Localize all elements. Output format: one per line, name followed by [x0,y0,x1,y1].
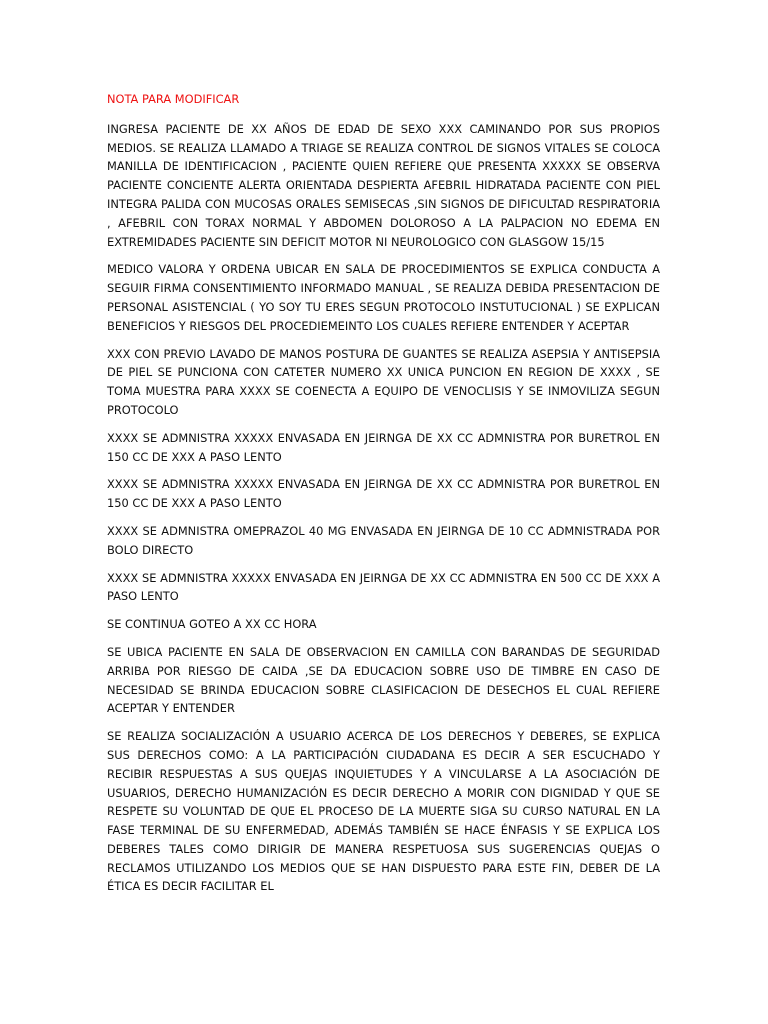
paragraph-omeprazol: XXXX SE ADMNISTRA OMEPRAZOL 40 MG ENVASADA EN JEIRNGA DE 10 CC ADMNISTRADA POR BOLO DIRECTO [107,523,660,557]
paragraph-administracion-2: XXXX SE ADMNISTRA XXXXX ENVASADA EN JEIRNGA DE XX CC ADMNISTRA POR BURETROL EN 150 CC DE XXX A PASO LENTO [107,477,660,511]
paragraph-ingreso: INGRESA PACIENTE DE XX AÑOS DE EDAD DE SEXO XXX CAMINANDO POR SUS PROPIOS MEDIOS. SE REALIZA LLAMADO A TRIAGE SE REALIZA CONTROL DE SIGNOS VITALES SE COLOCA MANILLA DE IDENTIFICACION , PACIENTE QUIEN REFIERE QUE PRESENTA XXXXX SE OBSERVA PACIENTE CONCIENTE ALERTA ORIENTADA DESPIERTA AFEBRIL HIDRATADA PACIENTE CON PIEL INTEGRA PALIDA CON MUCOSAS ORALES SEMISECAS ,SIN SIGNOS DE DIFICULTAD RESPIRATORIA , AFEBRIL CON TORAX NORMAL Y ABDOMEN DOLOROSO A LA PALPACION NO EDEMA EN EXTREMIDADES PACIENTE SIN DEFICIT MOTOR NI NEUROLOGICO CON GLASGOW 15/15 [107,121,660,249]
paragraph-administracion-1: XXXX SE ADMNISTRA XXXXX ENVASADA EN JEIRNGA DE XX CC ADMNISTRA POR BURETROL EN 150 CC DE XXX A PASO LENTO [107,430,660,464]
paragraph-goteo: SE CONTINUA GOTEO A XX CC HORA [107,617,317,632]
document-body [107,90,660,905]
paragraph-administracion-3: XXXX SE ADMNISTRA XXXXX ENVASADA EN JEIRNGA DE XX CC ADMNISTRA EN 500 CC DE XXX A PASO LENTO [107,570,660,604]
paragraph-puncion: XXX CON PREVIO LAVADO DE MANOS POSTURA DE GUANTES SE REALIZA ASEPSIA Y ANTISEPSIA DE PIEL SE PUNCIONA CON CATETER NUMERO XX UNICA PUNCION EN REGION DE XXXX , SE TOMA MUESTRA PARA XXXX SE COENECTA A EQUIPO DE VENOCLISIS Y SE INMOVILIZA SEGUN PROTOCOLO [107,346,660,417]
paragraph-valoracion: MEDICO VALORA Y ORDENA UBICAR EN SALA DE PROCEDIMIENTOS SE EXPLICA CONDUCTA A SEGUIR FIRMA CONSENTIMIENTO INFORMADO MANUAL , SE REALIZA DEBIDA PRESENTACION DE PERSONAL ASISTENCIAL ( YO SOY TU ERES SEGUN PROTOCOLO INSTUTUCIONAL ) SE EXPLICAN BENEFICIOS Y RIESGOS DEL PROCEDIEMEINTO LOS CUALES REFIERE ENTENDER Y ACEPTAR [107,262,660,333]
paragraph-derechos-deberes: SE REALIZA SOCIALIZACIÓN A USUARIO ACERCA DE LOS DERECHOS Y DEBERES, SE EXPLICA SUS DERECHOS COMO: A LA PARTICIPACIÓN CIUDADANA ES DECIR A SER ESCUCHADO Y RECIBIR RESPUESTAS A SUS QUEJAS INQUIETUDES Y A VINCULARSE A LA ASOCIACIÓN DE USUARIOS, DERECHO HUMANIZACIÓN ES DECIR DERECHO A MORIR CON DIGNIDAD Y QUE SE RESPETE SU VOLUNTAD DE QUE EL PROCESO DE LA MUERTE SIGA SU CURSO NATURAL EN LA FASE TERMINAL DE SU ENFERMEDAD, ADEMÁS TAMBIÉN SE HACE ÉNFASIS Y SE EXPLICA LOS DEBERES TALES COMO DIRIGIR DE MANERA RESPETUOSA SUS SUGERENCIAS QUEJAS O RECLAMOS UTILIZANDO LOS MEDIOS QUE SE HAN DISPUESTO PARA ESTE FIN, DEBER DE LA ÉTICA ES DECIR FACILITAR EL [107,729,660,894]
paragraph-observacion: SE UBICA PACIENTE EN SALA DE OBSERVACION EN CAMILLA CON BARANDAS DE SEGURIDAD ARRIBA POR RIESGO DE CAIDA ,SE DA EDUCACION SOBRE USO DE TIMBRE EN CASO DE NECESIDAD SE BRINDA EDUCACION SOBRE CLASIFICACION DE DESECHOS EL CUAL REFIERE ACEPTAR Y ENTENDER [107,644,660,716]
document-title: NOTA PARA MODIFICAR [107,92,240,106]
